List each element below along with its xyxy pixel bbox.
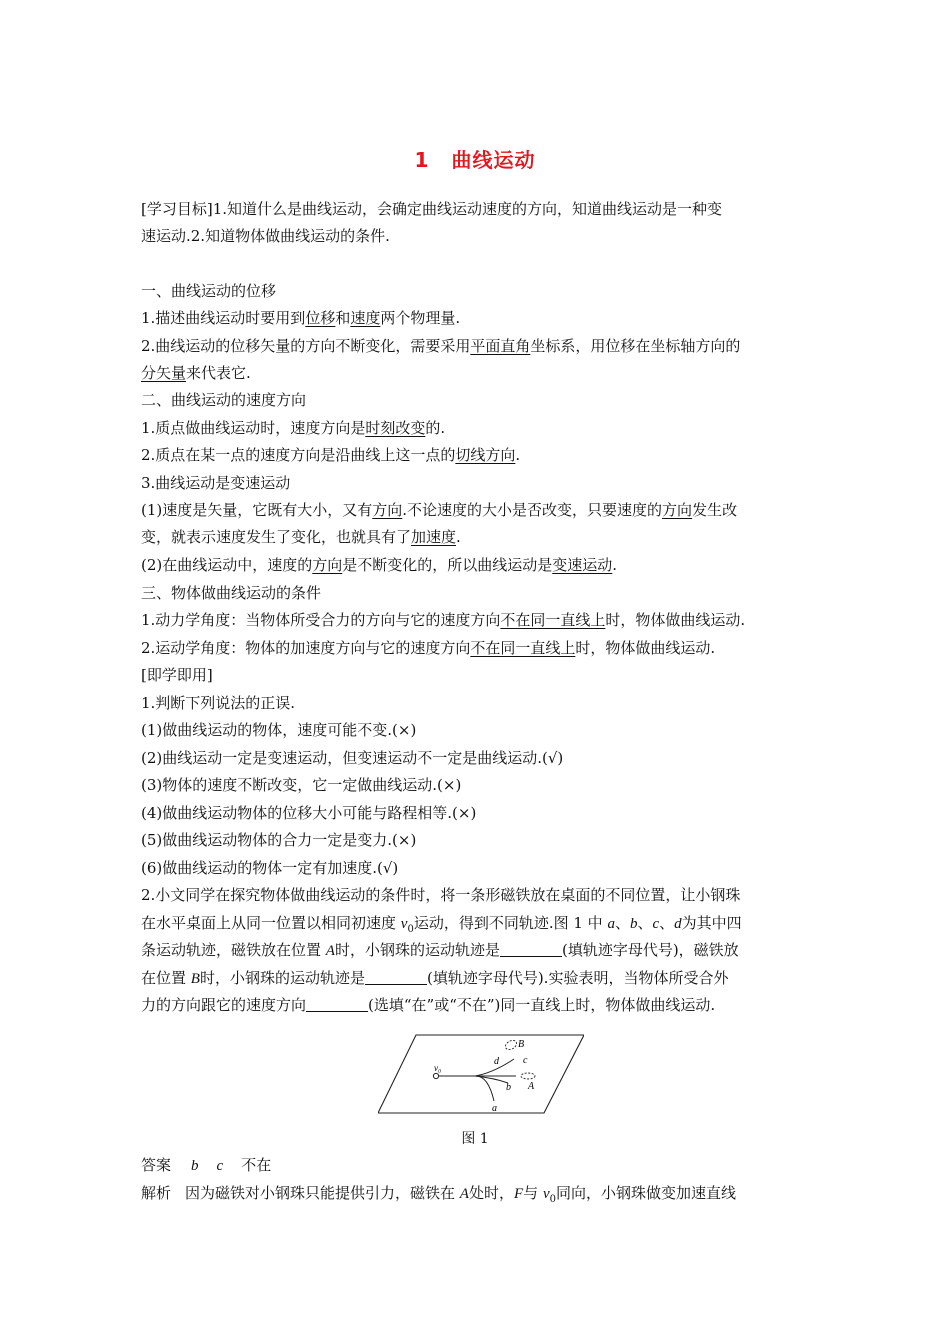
text: 变，就表示速度发生了变化，也就具有了 bbox=[141, 528, 412, 546]
text: 在位置 bbox=[141, 969, 191, 987]
key-term: 切线方向 bbox=[455, 446, 516, 464]
text: 1.动力学角度：当物体所受合力的方向与它的速度方向 bbox=[141, 611, 501, 629]
text: (6)做曲线运动的物体一定有加速度.(√) bbox=[141, 859, 399, 877]
text: (4)做曲线运动物体的位移大小可能与路程相等.(×) bbox=[141, 804, 477, 822]
figure-1-diagram bbox=[378, 1033, 584, 1115]
text: 2.曲线运动的位移矢量的方向不断变化，需要采用 bbox=[141, 337, 471, 355]
text: 时，物体做曲线运动. bbox=[605, 611, 746, 629]
question-2-line-2 bbox=[141, 913, 742, 940]
position-label: A bbox=[459, 1186, 469, 1202]
answer-label: 答案 bbox=[141, 1156, 172, 1174]
key-term: 速度 bbox=[350, 309, 381, 327]
text: 同向，小钢珠做变加速直线 bbox=[555, 1184, 736, 1202]
section-1-heading bbox=[141, 281, 276, 301]
trajectory-b bbox=[475, 1076, 508, 1083]
heading-text: 一、曲线运动的位移 bbox=[141, 282, 277, 300]
question-2-line-3 bbox=[141, 940, 739, 961]
question-1 bbox=[141, 693, 295, 713]
answer-blank[interactable] bbox=[306, 997, 368, 1012]
key-term: 变速运动 bbox=[552, 556, 613, 574]
subscript: 0 bbox=[407, 924, 414, 935]
text: (选填“在”或“不在”)同一直线上时，物体做曲线运动. bbox=[368, 996, 716, 1014]
objectives-text-2: 速运动.2.知道物体做曲线运动的条件. bbox=[141, 227, 390, 245]
v0-label: v₀ bbox=[434, 1063, 442, 1073]
label-B: B bbox=[518, 1039, 525, 1050]
position-label: A bbox=[325, 943, 335, 959]
text: (填轨迹字母代号).实验表明，当物体所受合外 bbox=[426, 969, 729, 987]
text: (填轨迹字母代号)，磁铁放 bbox=[561, 941, 739, 959]
key-term: 平面直角 bbox=[470, 337, 531, 355]
key-term: 方向 bbox=[312, 556, 343, 574]
judgment-item bbox=[141, 830, 416, 850]
text: (3)物体的速度不断改变，它一定做曲线运动.(×) bbox=[141, 776, 462, 794]
text: . bbox=[515, 446, 521, 464]
text: 时，物体做曲线运动. bbox=[575, 639, 716, 657]
text: 坐标系，用位移在坐标轴方向的 bbox=[530, 337, 741, 355]
separator: 、 bbox=[637, 914, 653, 932]
objectives-text-1: 1.知道什么是曲线运动，会确定曲线运动速度的方向，知道曲线运动是一种变 bbox=[212, 200, 723, 218]
label-d: d bbox=[494, 1056, 499, 1067]
text: 是不断变化的，所以曲线运动是 bbox=[342, 556, 553, 574]
section-2-heading bbox=[141, 390, 306, 410]
text: .不论速度的大小是否改变，只要速度的 bbox=[402, 501, 663, 519]
text: 因为磁铁对小钢珠只能提供引力，磁铁在 bbox=[185, 1184, 460, 1202]
practice-tag bbox=[141, 665, 213, 685]
section-3-heading bbox=[141, 583, 321, 603]
page-title bbox=[0, 144, 950, 173]
text: 1.描述曲线运动时要用到 bbox=[141, 309, 306, 327]
judgment-item bbox=[141, 775, 461, 795]
text: 处时， bbox=[468, 1184, 514, 1202]
text: 和 bbox=[335, 309, 351, 327]
text: (1)做曲线运动的物体，速度可能不变.(×) bbox=[141, 721, 417, 739]
objectives-tag: [学习目标] bbox=[141, 200, 213, 218]
question-2-line-1 bbox=[141, 885, 740, 905]
title-text: 曲线运动 bbox=[451, 148, 536, 172]
judgment-item bbox=[141, 720, 416, 740]
text: 的. bbox=[425, 419, 446, 437]
judgment-item bbox=[141, 803, 476, 823]
steel-ball-icon bbox=[433, 1073, 438, 1078]
analysis-line bbox=[141, 1183, 736, 1210]
figure-caption: 图 1 bbox=[461, 1131, 489, 1147]
label-c: c bbox=[523, 1055, 528, 1066]
answer-line bbox=[141, 1155, 271, 1176]
key-term: 位移 bbox=[305, 309, 336, 327]
text: 发生改 bbox=[692, 501, 738, 519]
text: (2)曲线运动一定是变速运动，但变速运动不一定是曲线运动.(√) bbox=[141, 749, 564, 767]
text: [即学即用] bbox=[141, 666, 213, 684]
key-term: 方向 bbox=[662, 501, 693, 519]
paragraph bbox=[141, 363, 251, 383]
judgment-item bbox=[141, 748, 563, 768]
text: 2.运动学角度：物体的加速度方向与它的速度方向 bbox=[141, 639, 471, 657]
paragraph bbox=[141, 500, 737, 520]
key-term: 不在同一直线上 bbox=[470, 639, 576, 657]
text: 为其中四 bbox=[681, 914, 742, 932]
paragraph bbox=[141, 638, 715, 658]
key-term: 分矢量 bbox=[141, 364, 187, 382]
key-term: 时刻改变 bbox=[365, 419, 426, 437]
label-b: b bbox=[506, 1082, 511, 1093]
text: (1)速度是矢量，它既有大小，又有 bbox=[141, 501, 373, 519]
key-term: 方向 bbox=[372, 501, 403, 519]
velocity-symbol: v bbox=[542, 1186, 550, 1202]
question-2-line-4 bbox=[141, 968, 728, 989]
objectives-line-1 bbox=[141, 199, 722, 219]
text: 在水平桌面上从同一位置以相同初速度 bbox=[141, 914, 401, 932]
paragraph bbox=[141, 555, 617, 575]
position-label: B bbox=[190, 971, 200, 987]
key-term: 不在同一直线上 bbox=[500, 611, 606, 629]
paragraph bbox=[141, 336, 740, 356]
trajectory-letter: a bbox=[607, 916, 615, 932]
key-term: 加速度 bbox=[411, 528, 457, 546]
answer-value: b bbox=[191, 1158, 199, 1174]
text: 力的方向跟它的速度方向 bbox=[141, 996, 307, 1014]
trajectory-letter: b bbox=[629, 916, 638, 932]
text: (2)在曲线运动中，速度的 bbox=[141, 556, 313, 574]
text: . bbox=[456, 528, 461, 546]
text: 时，小钢珠的运动轨迹是 bbox=[199, 969, 365, 987]
separator: 、 bbox=[659, 914, 675, 932]
trajectory-letter: d bbox=[674, 916, 682, 932]
label-A: A bbox=[528, 1081, 535, 1092]
text: 3.曲线运动是变速运动 bbox=[141, 474, 291, 492]
objectives-line-2 bbox=[141, 226, 390, 246]
analysis-label: 解析 bbox=[141, 1184, 172, 1202]
paragraph bbox=[141, 445, 520, 465]
text: 与 bbox=[523, 1184, 543, 1202]
text: 2.小文同学在探究物体做曲线运动的条件时，将一条形磁铁放在桌面的不同位置，让小钢珠 bbox=[141, 886, 741, 904]
velocity-symbol: v bbox=[400, 916, 408, 932]
force-symbol: F bbox=[513, 1186, 524, 1202]
text: 条运动轨迹，磁铁放在位置 bbox=[141, 941, 326, 959]
trajectory-letter: c bbox=[652, 916, 660, 932]
heading-text: 三、物体做曲线运动的条件 bbox=[141, 584, 322, 602]
magnet-b-icon bbox=[504, 1039, 518, 1052]
text: 2.质点在某一点的速度方向是沿曲线上这一点的 bbox=[141, 446, 456, 464]
question-2-line-5 bbox=[141, 995, 715, 1015]
heading-text: 二、曲线运动的速度方向 bbox=[141, 391, 307, 409]
text: . bbox=[612, 556, 618, 574]
text: 两个物理量. bbox=[380, 309, 461, 327]
answer-blank[interactable] bbox=[365, 970, 427, 985]
magnet-a-icon bbox=[521, 1073, 535, 1079]
paragraph bbox=[141, 308, 460, 328]
title-number: 1 bbox=[414, 148, 430, 172]
text: 1.质点做曲线运动时，速度方向是 bbox=[141, 419, 366, 437]
answer-blank[interactable] bbox=[500, 942, 562, 957]
paragraph bbox=[141, 610, 745, 630]
answer-value: c bbox=[216, 1158, 224, 1174]
separator: 、 bbox=[614, 914, 630, 932]
paragraph bbox=[141, 473, 290, 493]
text: 来代表它. bbox=[186, 364, 251, 382]
judgment-item bbox=[141, 858, 398, 878]
table-surface bbox=[378, 1035, 584, 1113]
subscript: 0 bbox=[549, 1194, 556, 1205]
text: (5)做曲线运动物体的合力一定是变力.(×) bbox=[141, 831, 417, 849]
paragraph bbox=[141, 527, 461, 547]
answer-value: 不在 bbox=[241, 1156, 272, 1174]
label-a: a bbox=[492, 1103, 497, 1114]
paragraph bbox=[141, 418, 445, 438]
text: 时，小钢珠的运动轨迹是 bbox=[334, 941, 500, 959]
trajectory-a bbox=[475, 1076, 494, 1101]
text: 1.判断下列说法的正误. bbox=[141, 694, 296, 712]
text: 运动，得到不同轨迹.图 1 中 bbox=[413, 914, 608, 932]
